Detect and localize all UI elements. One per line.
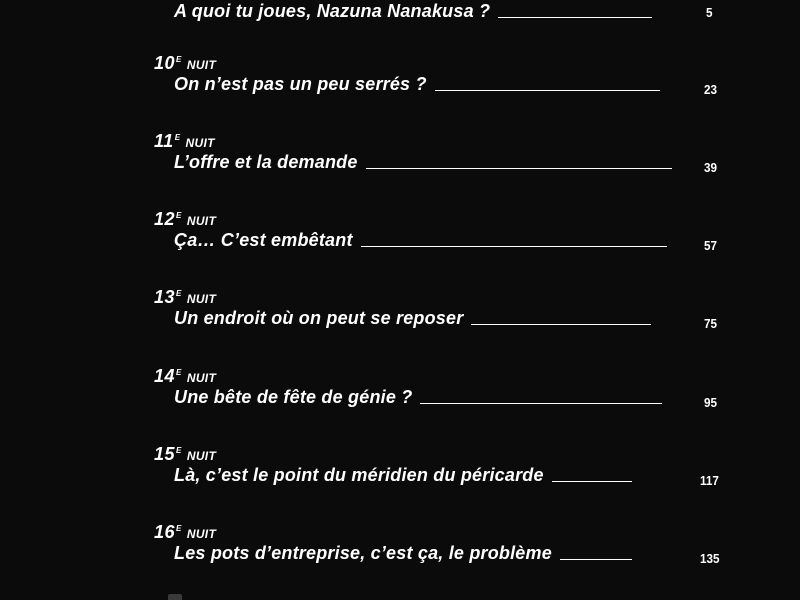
- night-word: NUIT: [186, 214, 217, 228]
- toc-entry-line: [174, 386, 734, 408]
- night-word: NUIT: [186, 58, 217, 72]
- night-ordinal-suffix: E: [176, 368, 182, 377]
- night-number: 10: [154, 53, 176, 73]
- toc-page-number: 57: [704, 238, 718, 253]
- night-ordinal-suffix: E: [176, 524, 182, 533]
- toc-page-number: 23: [704, 82, 718, 97]
- toc-leader-line: [498, 17, 652, 18]
- night-number: 12: [154, 209, 176, 229]
- toc-page-number: 5: [706, 5, 713, 20]
- toc-entry-line: [174, 307, 734, 329]
- toc-leader-line: [435, 90, 660, 91]
- night-number: 11: [154, 131, 174, 151]
- toc-page-number: 117: [700, 473, 719, 488]
- night-ordinal-suffix: E: [176, 289, 182, 298]
- toc-entry-title: Là, c’est le point du méridien du péricarde: [174, 465, 544, 485]
- night-number: 16: [154, 522, 176, 542]
- toc-entry-line: [174, 0, 734, 22]
- night-ordinal-suffix: E: [174, 133, 181, 142]
- toc-entry-title: Un endroit où on peut se reposer: [174, 308, 464, 328]
- toc-page-number: 135: [700, 551, 720, 566]
- toc-entry-title: L’offre et la demande: [174, 152, 358, 172]
- toc-entry-title: On n’est pas un peu serrés ?: [174, 74, 427, 94]
- toc-entry-line: [174, 229, 734, 251]
- night-number: 14: [154, 366, 176, 386]
- toc-leader-line: [471, 324, 651, 325]
- toc-leader-line: [366, 168, 672, 169]
- toc-leader-line: [560, 559, 632, 560]
- toc-page-number: 95: [704, 395, 718, 410]
- toc-leader-line: [552, 481, 632, 482]
- night-word: NUIT: [186, 527, 217, 541]
- toc-leader-line: [361, 246, 667, 247]
- next-entry-fragment: [168, 594, 182, 600]
- night-word: NUIT: [186, 292, 217, 306]
- toc-entry-title: Les pots d’entreprise, c’est ça, le problème: [174, 543, 552, 563]
- night-number: 13: [154, 287, 176, 307]
- toc-leader-line: [420, 403, 662, 404]
- night-ordinal-suffix: E: [176, 55, 182, 64]
- toc-entry-title: A quoi tu joues, Nazuna Nanakusa ?: [174, 1, 491, 21]
- night-number: 15: [154, 444, 176, 464]
- toc-entry-line: [174, 73, 734, 95]
- toc-entry-line: [174, 151, 734, 173]
- toc-page-number: 39: [704, 160, 718, 175]
- toc-entry-line: [174, 542, 734, 564]
- night-word: NUIT: [186, 371, 217, 385]
- night-word: NUIT: [186, 449, 217, 463]
- toc-entry-title: Ça… C’est embêtant: [174, 230, 353, 250]
- night-ordinal-suffix: E: [176, 446, 182, 455]
- night-ordinal-suffix: E: [176, 211, 182, 220]
- toc-entry-title: Une bête de fête de génie ?: [174, 387, 413, 407]
- night-word: NUIT: [185, 136, 215, 150]
- toc-page-number: 75: [704, 316, 718, 331]
- toc-entry-line: [174, 464, 734, 486]
